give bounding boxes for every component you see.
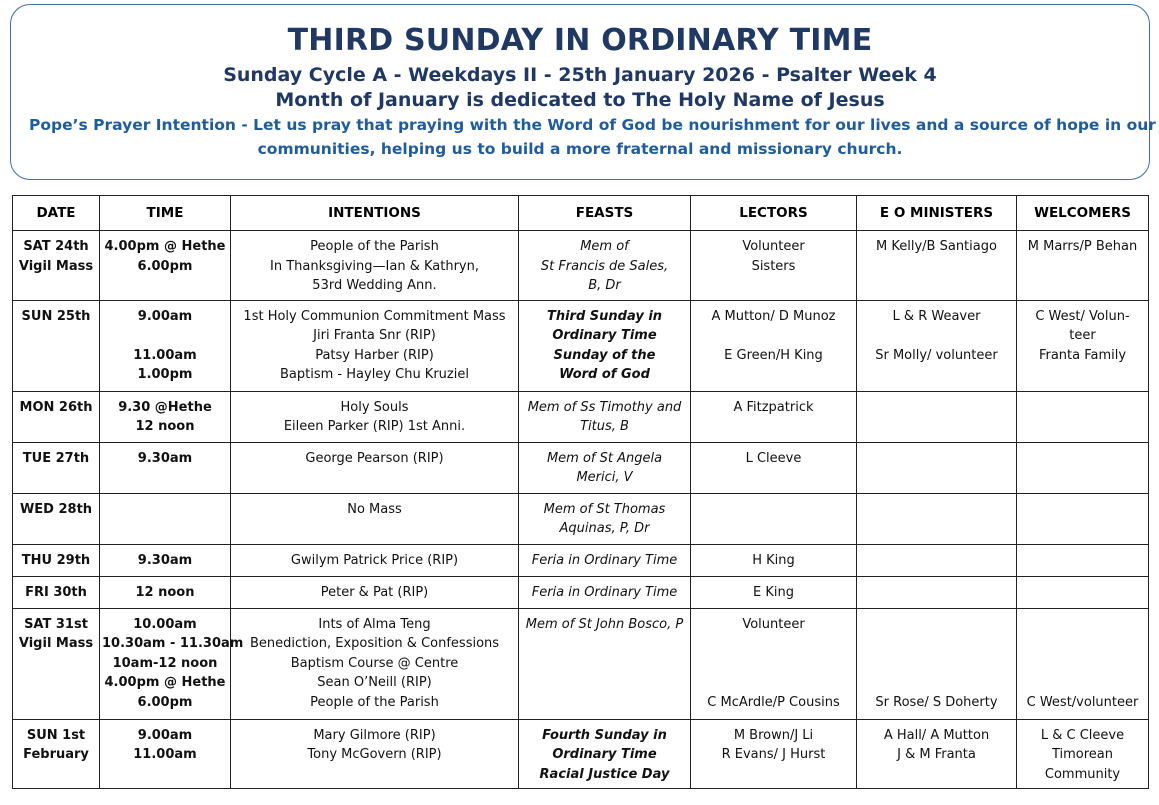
- intention-cell: [231, 442, 519, 493]
- intention-cell: [231, 544, 519, 576]
- feast-text: Feria in Ordinary Time: [531, 584, 678, 600]
- intention-text: Ints of Alma Teng: [318, 616, 431, 632]
- feast-text: Word of God: [559, 367, 650, 382]
- feast-text: Aquinas, P, Dr: [559, 521, 650, 536]
- intention-text: In Thanksgiving—Ian & Kathryn,: [269, 258, 479, 274]
- time-text: 11.00am: [133, 747, 197, 762]
- lector-text: E Green/H King: [724, 347, 823, 363]
- time-text: 12 noon: [135, 419, 195, 434]
- intention-text: George Pearson (RIP): [305, 450, 444, 466]
- time-text: 6.00pm: [137, 258, 193, 274]
- blank-line: [102, 326, 228, 346]
- intention-cell: [231, 391, 519, 442]
- mass-schedule-table: [12, 195, 1149, 789]
- feast-text: Mem of: [580, 239, 629, 254]
- table-row: [13, 493, 1149, 544]
- welcomer-text: Community: [1044, 766, 1121, 782]
- date-text: February: [23, 747, 89, 762]
- liturgical-cycle-subtitle: Sunday Cycle A - Weekdays II - 25th January 2026 - Psalter Week 4: [223, 64, 937, 86]
- feast-text: Mem of Ss Timothy and: [527, 399, 682, 415]
- column-header-eo-ministers: E O MINISTERS: [857, 196, 1017, 231]
- time-text: 10am-12 noon: [112, 655, 218, 671]
- column-header-intentions: INTENTIONS: [231, 196, 519, 231]
- column-header-time: TIME: [100, 196, 231, 231]
- time-cell: [100, 608, 244, 719]
- intention-cell: [231, 719, 519, 789]
- feast-text: Mem of St John Bosco, P: [525, 616, 684, 632]
- date-cell: [13, 231, 100, 301]
- time-text: 6.00pm: [137, 694, 193, 710]
- feast-text: Mem of St Angela: [546, 450, 663, 466]
- intention-cell: [231, 493, 519, 544]
- date-text: SUN 1st: [26, 727, 86, 743]
- minister-cell: [857, 493, 1017, 544]
- lector-text: A Mutton/ D Munoz: [711, 308, 836, 324]
- intention-text: Eileen Parker (RIP) 1st Anni.: [283, 419, 466, 434]
- welcomer-cell: [1017, 576, 1149, 608]
- welcomer-cell: [1017, 544, 1149, 576]
- blank-line: [859, 673, 1014, 693]
- time-text: 9.00am: [137, 308, 193, 324]
- feast-text: Sunday of the: [553, 347, 656, 363]
- time-cell: [100, 544, 231, 576]
- lector-text: M Brown/J Li: [733, 727, 814, 743]
- minister-cell: [857, 231, 1017, 301]
- prayer-line-1: Pope’s Prayer Intention - Let us pray that praying with the Word of God be nourishment for our lives and a source of hope in our: [29, 116, 1156, 134]
- date-text: SAT 24th: [23, 239, 89, 254]
- minister-text: J & M Franta: [897, 747, 976, 762]
- lector-cell: [691, 544, 857, 576]
- time-text: 11.00am: [133, 347, 197, 363]
- table-row: [13, 300, 1149, 391]
- welcomer-cell: [1017, 719, 1149, 789]
- blank-line: [1019, 615, 1146, 635]
- time-text: 9.30am: [137, 450, 193, 466]
- feast-text: Feria in Ordinary Time: [531, 552, 678, 568]
- table-row: [13, 544, 1149, 576]
- welcomer-text: L & C Cleeve: [1040, 727, 1125, 743]
- lector-cell: [691, 493, 857, 544]
- minister-cell: [857, 442, 1017, 493]
- table-row: [13, 719, 1149, 789]
- intention-text: Peter & Pat (RIP): [320, 584, 429, 600]
- date-text: TUE 27th: [22, 450, 90, 466]
- welcomer-text: teer: [1069, 328, 1096, 343]
- feast-text: Third Sunday in: [546, 308, 663, 324]
- feast-cell: [519, 300, 691, 391]
- date-text: WED 28th: [19, 501, 93, 517]
- table-row: [13, 576, 1149, 608]
- lector-text: R Evans/ J Hurst: [721, 747, 826, 762]
- minister-cell: [857, 544, 1017, 576]
- date-cell: [13, 442, 100, 493]
- date-text: Vigil Mass: [18, 636, 94, 651]
- intention-text: People of the Parish: [310, 694, 439, 710]
- date-text: SAT 31st: [24, 616, 88, 632]
- date-cell: [13, 300, 100, 391]
- lector-cell: [691, 608, 857, 719]
- minister-text: M Kelly/B Santiago: [876, 239, 997, 254]
- minister-text: Sr Rose/ S Doherty: [875, 694, 998, 710]
- blank-line: [693, 654, 854, 674]
- minister-text: L & R Weaver: [892, 308, 981, 324]
- lector-cell: [691, 442, 857, 493]
- table-row: [13, 391, 1149, 442]
- feast-cell: [519, 442, 691, 493]
- feast-text: Racial Justice Day: [539, 766, 670, 782]
- time-text: 1.00pm: [137, 367, 193, 382]
- lector-text: H King: [752, 552, 795, 568]
- lector-text: Volunteer: [742, 616, 805, 632]
- time-text: 4.00pm @ Hethe: [104, 675, 226, 690]
- header-box: [10, 4, 1156, 180]
- time-text: 10.30am - 11.30am: [102, 636, 244, 651]
- blank-line: [693, 326, 854, 346]
- welcomer-text: Timorean: [1051, 747, 1114, 762]
- table-row: [13, 608, 1149, 719]
- intention-text: Jiri Franta Snr (RIP): [313, 328, 436, 343]
- feast-cell: [519, 391, 691, 442]
- time-text: 9.30am: [137, 552, 193, 568]
- blank-line: [859, 615, 1014, 635]
- time-cell: [100, 576, 231, 608]
- feast-text: Fourth Sunday in: [542, 727, 667, 743]
- lector-text: Sisters: [751, 258, 796, 274]
- intention-text: Patsy Harber (RIP): [315, 347, 434, 363]
- column-header-date: DATE: [13, 196, 100, 231]
- date-text: THU 29th: [21, 552, 91, 568]
- intention-text: Mary Gilmore (RIP): [313, 727, 436, 743]
- intention-cell: [231, 231, 519, 301]
- blank-line: [859, 326, 1014, 346]
- minister-cell: [857, 391, 1017, 442]
- intention-cell: [231, 608, 519, 719]
- time-text: 12 noon: [135, 584, 195, 600]
- intention-text: 1st Holy Communion Commitment Mass: [243, 308, 506, 324]
- lector-text: E King: [753, 584, 794, 600]
- welcomer-cell: [1017, 231, 1149, 301]
- intention-text: People of the Parish: [310, 239, 439, 254]
- time-cell: [100, 300, 231, 391]
- prayer-line-2: communities, helping us to build a more fraternal and missionary church.: [257, 140, 903, 158]
- feast-text: Mem of St Thomas: [543, 501, 666, 517]
- feast-cell: [519, 493, 691, 544]
- feast-cell: [519, 576, 691, 608]
- lector-text: A Fitzpatrick: [733, 399, 814, 415]
- blank-line: [859, 654, 1014, 674]
- time-cell: [100, 719, 231, 789]
- minister-text: Sr Molly/ volunteer: [875, 347, 998, 363]
- page-title: THIRD SUNDAY IN ORDINARY TIME: [287, 23, 873, 58]
- lector-text: L Cleeve: [745, 450, 802, 466]
- lector-cell: [691, 576, 857, 608]
- minister-cell: [857, 608, 1017, 719]
- column-header-welcomers: WELCOMERS: [1017, 196, 1149, 231]
- time-cell: [100, 391, 231, 442]
- intention-cell: [231, 576, 519, 608]
- welcomer-text: C West/volunteer: [1026, 694, 1139, 710]
- welcomer-cell: [1017, 391, 1149, 442]
- welcomer-text: M Marrs/P Behan: [1027, 239, 1138, 254]
- lector-cell: [691, 391, 857, 442]
- column-header-feasts: FEASTS: [519, 196, 691, 231]
- minister-cell: [857, 300, 1017, 391]
- feast-text: St Francis de Sales,: [540, 258, 669, 274]
- date-cell: [13, 391, 100, 442]
- lector-cell: [691, 719, 857, 789]
- feast-cell: [519, 719, 691, 789]
- intention-text: Holy Souls: [340, 399, 409, 415]
- date-cell: [13, 719, 100, 789]
- intention-cell: [231, 300, 519, 391]
- feast-text: Titus, B: [580, 419, 629, 434]
- blank-line: [1019, 634, 1146, 654]
- feast-text: Ordinary Time: [552, 328, 657, 343]
- welcomer-cell: [1017, 493, 1149, 544]
- date-text: FRI 30th: [25, 584, 87, 600]
- time-cell: [100, 442, 231, 493]
- lector-text: C McArdle/P Cousins: [707, 694, 840, 710]
- minister-text: A Hall/ A Mutton: [883, 727, 990, 743]
- intention-text: 53rd Wedding Ann.: [312, 278, 437, 293]
- lector-text: Volunteer: [742, 239, 805, 254]
- minister-cell: [857, 719, 1017, 789]
- date-text: MON 26th: [19, 399, 93, 415]
- feast-text: B, Dr: [588, 278, 621, 293]
- welcomer-cell: [1017, 300, 1149, 391]
- time-cell: [100, 231, 231, 301]
- intention-text: Baptism Course @ Centre: [290, 655, 459, 671]
- intention-text: Baptism - Hayley Chu Kruziel: [280, 367, 469, 382]
- feast-text: Ordinary Time: [552, 747, 657, 762]
- date-text: Vigil Mass: [18, 258, 94, 274]
- blank-line: [859, 634, 1014, 654]
- welcomer-text: Franta Family: [1038, 347, 1127, 363]
- table-header-row: [13, 196, 1149, 231]
- blank-line: [693, 673, 854, 693]
- intention-text: No Mass: [347, 501, 402, 517]
- minister-cell: [857, 576, 1017, 608]
- date-text: SUN 25th: [21, 308, 91, 324]
- lector-cell: [691, 300, 857, 391]
- feast-text: Merici, V: [576, 470, 633, 485]
- time-text: 9.30 @Hethe: [118, 399, 212, 415]
- blank-line: [693, 634, 854, 654]
- intention-text: Tony McGovern (RIP): [307, 747, 442, 762]
- time-text: 4.00pm @ Hethe: [104, 239, 226, 254]
- blank-line: [1019, 673, 1146, 693]
- welcomer-text: C West/ Volun-: [1035, 308, 1130, 324]
- table-row: [13, 231, 1149, 301]
- intention-text: Benediction, Exposition & Confessions: [249, 636, 500, 651]
- welcomer-cell: [1017, 608, 1149, 719]
- date-cell: [13, 493, 100, 544]
- date-cell: [13, 576, 100, 608]
- table-row: [13, 442, 1149, 493]
- lector-cell: [691, 231, 857, 301]
- welcomer-cell: [1017, 442, 1149, 493]
- intention-text: Gwilym Patrick Price (RIP): [290, 552, 459, 568]
- time-text: 10.00am: [133, 616, 197, 632]
- intention-text: Sean O’Neill (RIP): [317, 675, 432, 690]
- date-cell: [13, 608, 100, 719]
- date-cell: [13, 544, 100, 576]
- time-text: 9.00am: [137, 727, 193, 743]
- column-header-lectors: LECTORS: [691, 196, 857, 231]
- blank-line: [1019, 654, 1146, 674]
- feast-cell: [519, 544, 691, 576]
- time-cell: [100, 493, 231, 544]
- feast-cell: [519, 231, 691, 301]
- schedule-body: [13, 231, 1149, 789]
- feast-cell: [519, 608, 691, 719]
- month-dedication: Month of January is dedicated to The Holy Name of Jesus: [275, 89, 885, 111]
- popes-prayer-intention: [29, 113, 1156, 161]
